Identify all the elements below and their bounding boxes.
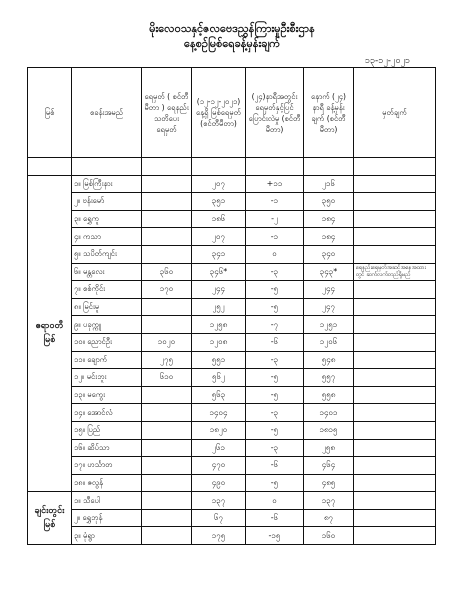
remark-cell	[354, 298, 436, 316]
forecast-level: ၂၄၇	[304, 298, 354, 316]
table-header-row	[28, 68, 436, 158]
remark-cell	[354, 404, 436, 422]
station-name: ၈။ မြင်းမူ	[72, 298, 142, 316]
table-row	[28, 193, 436, 211]
table-row	[28, 492, 436, 510]
station-name: ၉။ ပခုက္ကူ	[72, 316, 142, 334]
warning-level	[142, 386, 192, 404]
remark-cell	[354, 509, 436, 527]
station-name: ၁။ သီပေါ	[72, 492, 142, 510]
warning-level: ၃၆၀	[142, 263, 192, 281]
remark-cell	[354, 228, 436, 246]
change-24h: -၆	[246, 509, 304, 527]
warning-level	[142, 474, 192, 492]
warning-level	[142, 492, 192, 510]
change-24h: -၅	[246, 281, 304, 299]
change-24h: -၁၅	[246, 527, 304, 545]
table-row	[28, 404, 436, 422]
header-station: စခန်းအမည်	[72, 68, 142, 158]
forecast-level: ၄၈၅	[304, 474, 354, 492]
station-name: ၂။ ရွှေဘုန်	[72, 509, 142, 527]
header-today-level: (၁၂-၁၂-၂၀၂၁) နေ့ရှိ မြစ်ရေမှတ် (စင်တီမီတာ)	[192, 68, 246, 158]
station-name: ၂။ ဗန်းမော်	[72, 193, 142, 211]
forecast-level: ၅၄၈	[304, 351, 354, 369]
forecast-level: ၅၅၈	[304, 386, 354, 404]
station-name: ၁။ မြစ်ကြီးနား	[72, 175, 142, 193]
station-name: ၁၃။ မကွေး	[72, 386, 142, 404]
table-row	[28, 316, 436, 334]
today-level: ၃၅၁	[192, 193, 246, 211]
change-24h: +၁၁	[246, 175, 304, 193]
change-24h: -၅	[246, 298, 304, 316]
change-24h: -၆	[246, 457, 304, 475]
today-level: ၁၈၆	[192, 210, 246, 228]
station-name: ၁၁။ ချောက်	[72, 351, 142, 369]
remark-cell	[354, 175, 436, 193]
today-level: ၂၀၇	[192, 228, 246, 246]
today-level: ၆၇	[192, 509, 246, 527]
change-24h: -၃	[246, 263, 304, 281]
report-date: ၁၃-၁၂-၂၀၂၁	[364, 56, 410, 66]
document-title: မိုးလေဝသနှင့်ဇလဗေဒညွှန်ကြားမှုဦးစီးဌာန	[149, 22, 315, 35]
station-name: ၃။ မုံရွာ	[72, 527, 142, 545]
remark-cell	[354, 245, 436, 263]
remark-cell	[354, 527, 436, 545]
header-remarks: မှတ်ချက်	[354, 68, 436, 158]
warning-level	[142, 228, 192, 246]
station-name: ၁၆။ ဆိပ်သာ	[72, 439, 142, 457]
change-24h: ၀	[246, 245, 304, 263]
forecast-level: ၈၇	[304, 509, 354, 527]
warning-level	[142, 316, 192, 334]
header-warning-level: ရေမှတ် ( စင်တီမီတာ ) ရေနည်းသတိပေးရေမှတ်	[142, 68, 192, 158]
today-level: ၁၂၅၈	[192, 316, 246, 334]
remark-cell	[354, 333, 436, 351]
forecast-level: ၁၈၄	[304, 228, 354, 246]
warning-level	[142, 509, 192, 527]
today-level: ၄၇၀	[192, 457, 246, 475]
forecast-level: ၁၃၇	[304, 492, 354, 510]
table-row	[28, 228, 436, 246]
remark-cell	[354, 281, 436, 299]
remark-cell	[354, 439, 436, 457]
today-level: ၅၆၃	[192, 386, 246, 404]
today-level: ၂၄၄	[192, 281, 246, 299]
warning-level	[142, 245, 192, 263]
spacer-row	[28, 158, 436, 176]
today-level: ၁၈၂၀	[192, 421, 246, 439]
change-24h: -၃	[246, 404, 304, 422]
station-name: ၃။ ရွှေကူ	[72, 210, 142, 228]
table-row	[28, 509, 436, 527]
group-label-ayeyarwady: ဧရာဝတီမြစ်	[28, 175, 72, 492]
forecast-level: ၁၆၀	[304, 527, 354, 545]
remark-cell	[354, 492, 436, 510]
remark-cell	[354, 369, 436, 387]
header-forecast: နောက် (၂၄) နာရီ ခန့်မှန်းချက် (စင်တီမီတာ)	[304, 68, 354, 158]
warning-level	[142, 210, 192, 228]
remark-cell	[354, 316, 436, 334]
station-name: ၅။ သပိတ်ကျင်း	[72, 245, 142, 263]
forecast-level: ၄၆၄	[304, 457, 354, 475]
warning-level: ၁၀၂၀	[142, 333, 192, 351]
remark-cell	[354, 351, 436, 369]
change-24h: -၅	[246, 369, 304, 387]
change-24h: -၁	[246, 228, 304, 246]
warning-level	[142, 175, 192, 193]
change-24h: -၅	[246, 474, 304, 492]
today-level: ၃၄၁	[192, 245, 246, 263]
forecast-level: ၂၁၆	[304, 175, 354, 193]
remark-cell: ရေနည်းရေမှတ်အဆင့်အနေအထားတွင် ဆက်လက်တည်ရှိမည်	[354, 263, 436, 281]
warning-level: ၆၁၀	[142, 369, 192, 387]
forecast-level: ၁၈၄	[304, 210, 354, 228]
warning-level	[142, 404, 192, 422]
river-level-table	[27, 67, 436, 545]
table-row	[28, 386, 436, 404]
change-24h: -၇	[246, 316, 304, 334]
change-24h: -၂	[246, 210, 304, 228]
warning-level: ၁၇၀	[142, 281, 192, 299]
warning-level	[142, 421, 192, 439]
station-name: ၁၈။ ဇလွန်	[72, 474, 142, 492]
table-row	[28, 298, 436, 316]
warning-level	[142, 439, 192, 457]
forecast-level: ၅၅၇	[304, 369, 354, 387]
remark-cell	[354, 421, 436, 439]
warning-level	[142, 193, 192, 211]
warning-level	[142, 527, 192, 545]
forecast-level: ၂၄၄	[304, 281, 354, 299]
station-name: ၄။ ကသာ	[72, 228, 142, 246]
warning-level	[142, 457, 192, 475]
forecast-level: ၁၂၀၆	[304, 333, 354, 351]
header-24h-change: (၂၄)နာရီအတွင်း ရေမှတ်နှင့်ပြင် ပြောင်းလဲမှု (စင်တီမီတာ)	[246, 68, 304, 158]
table-row	[28, 351, 436, 369]
forecast-level: ၁၂၅၁	[304, 316, 354, 334]
document-subtitle: နေ့စဉ်မြစ်ရေခန့်မှန်းချက်	[184, 37, 280, 50]
today-level: ၂၆၁	[192, 439, 246, 457]
station-name: ၁၂။ မင်းဘူး	[72, 369, 142, 387]
station-name: ၇။ စစ်ကိုင်း	[72, 281, 142, 299]
forecast-level: ၂၅၈	[304, 439, 354, 457]
today-level: ၅၅၁	[192, 351, 246, 369]
today-level: ၁၄၀၄	[192, 404, 246, 422]
change-24h: -၅	[246, 421, 304, 439]
station-name: ၁၄။ အောင်လံ	[72, 404, 142, 422]
remark-cell	[354, 457, 436, 475]
station-name: ၆။ မန္တလေး	[72, 263, 142, 281]
today-level: ၃၄၆*	[192, 263, 246, 281]
table-row	[28, 210, 436, 228]
change-24h: -၁	[246, 193, 304, 211]
remark-cell	[354, 210, 436, 228]
station-name: ၁၇။ ဟင်္သာတ	[72, 457, 142, 475]
today-level: ၁၂၀၈	[192, 333, 246, 351]
change-24h: -၆	[246, 333, 304, 351]
forecast-level: ၁၄၀၁	[304, 404, 354, 422]
table-row	[28, 474, 436, 492]
change-24h: ၀	[246, 492, 304, 510]
station-name: ၁၀။ ညောင်ဦး	[72, 333, 142, 351]
today-level: ၅၆၂	[192, 369, 246, 387]
table-row	[28, 281, 436, 299]
table-row	[28, 333, 436, 351]
header-river: မြစ်	[28, 68, 72, 158]
warning-level: ၂၇၅	[142, 351, 192, 369]
change-24h: -၃	[246, 351, 304, 369]
table-row	[28, 175, 436, 193]
today-level: ၂၅၂	[192, 298, 246, 316]
table-row	[28, 263, 436, 281]
change-24h: -၅	[246, 386, 304, 404]
table-row	[28, 457, 436, 475]
table-row	[28, 245, 436, 263]
station-name: ၁၅။ ပြည်	[72, 421, 142, 439]
forecast-level: ၃၄၀	[304, 245, 354, 263]
forecast-level: ၃၅၀	[304, 193, 354, 211]
today-level: ၂၀၇	[192, 175, 246, 193]
today-level: ၄၉၀	[192, 474, 246, 492]
table-row	[28, 527, 436, 545]
today-level: ၁၃၇	[192, 492, 246, 510]
table-row	[28, 421, 436, 439]
forecast-level: ၃၄၃*	[304, 263, 354, 281]
remark-cell	[354, 386, 436, 404]
forecast-level: ၁၈၁၅	[304, 421, 354, 439]
today-level: ၁၇၅	[192, 527, 246, 545]
change-24h: -၃	[246, 439, 304, 457]
group-label-chindwin: ချင်းတွင်းမြစ်	[28, 492, 72, 545]
remark-cell	[354, 193, 436, 211]
warning-level	[142, 298, 192, 316]
table-row	[28, 439, 436, 457]
remark-cell	[354, 474, 436, 492]
table-row	[28, 369, 436, 387]
